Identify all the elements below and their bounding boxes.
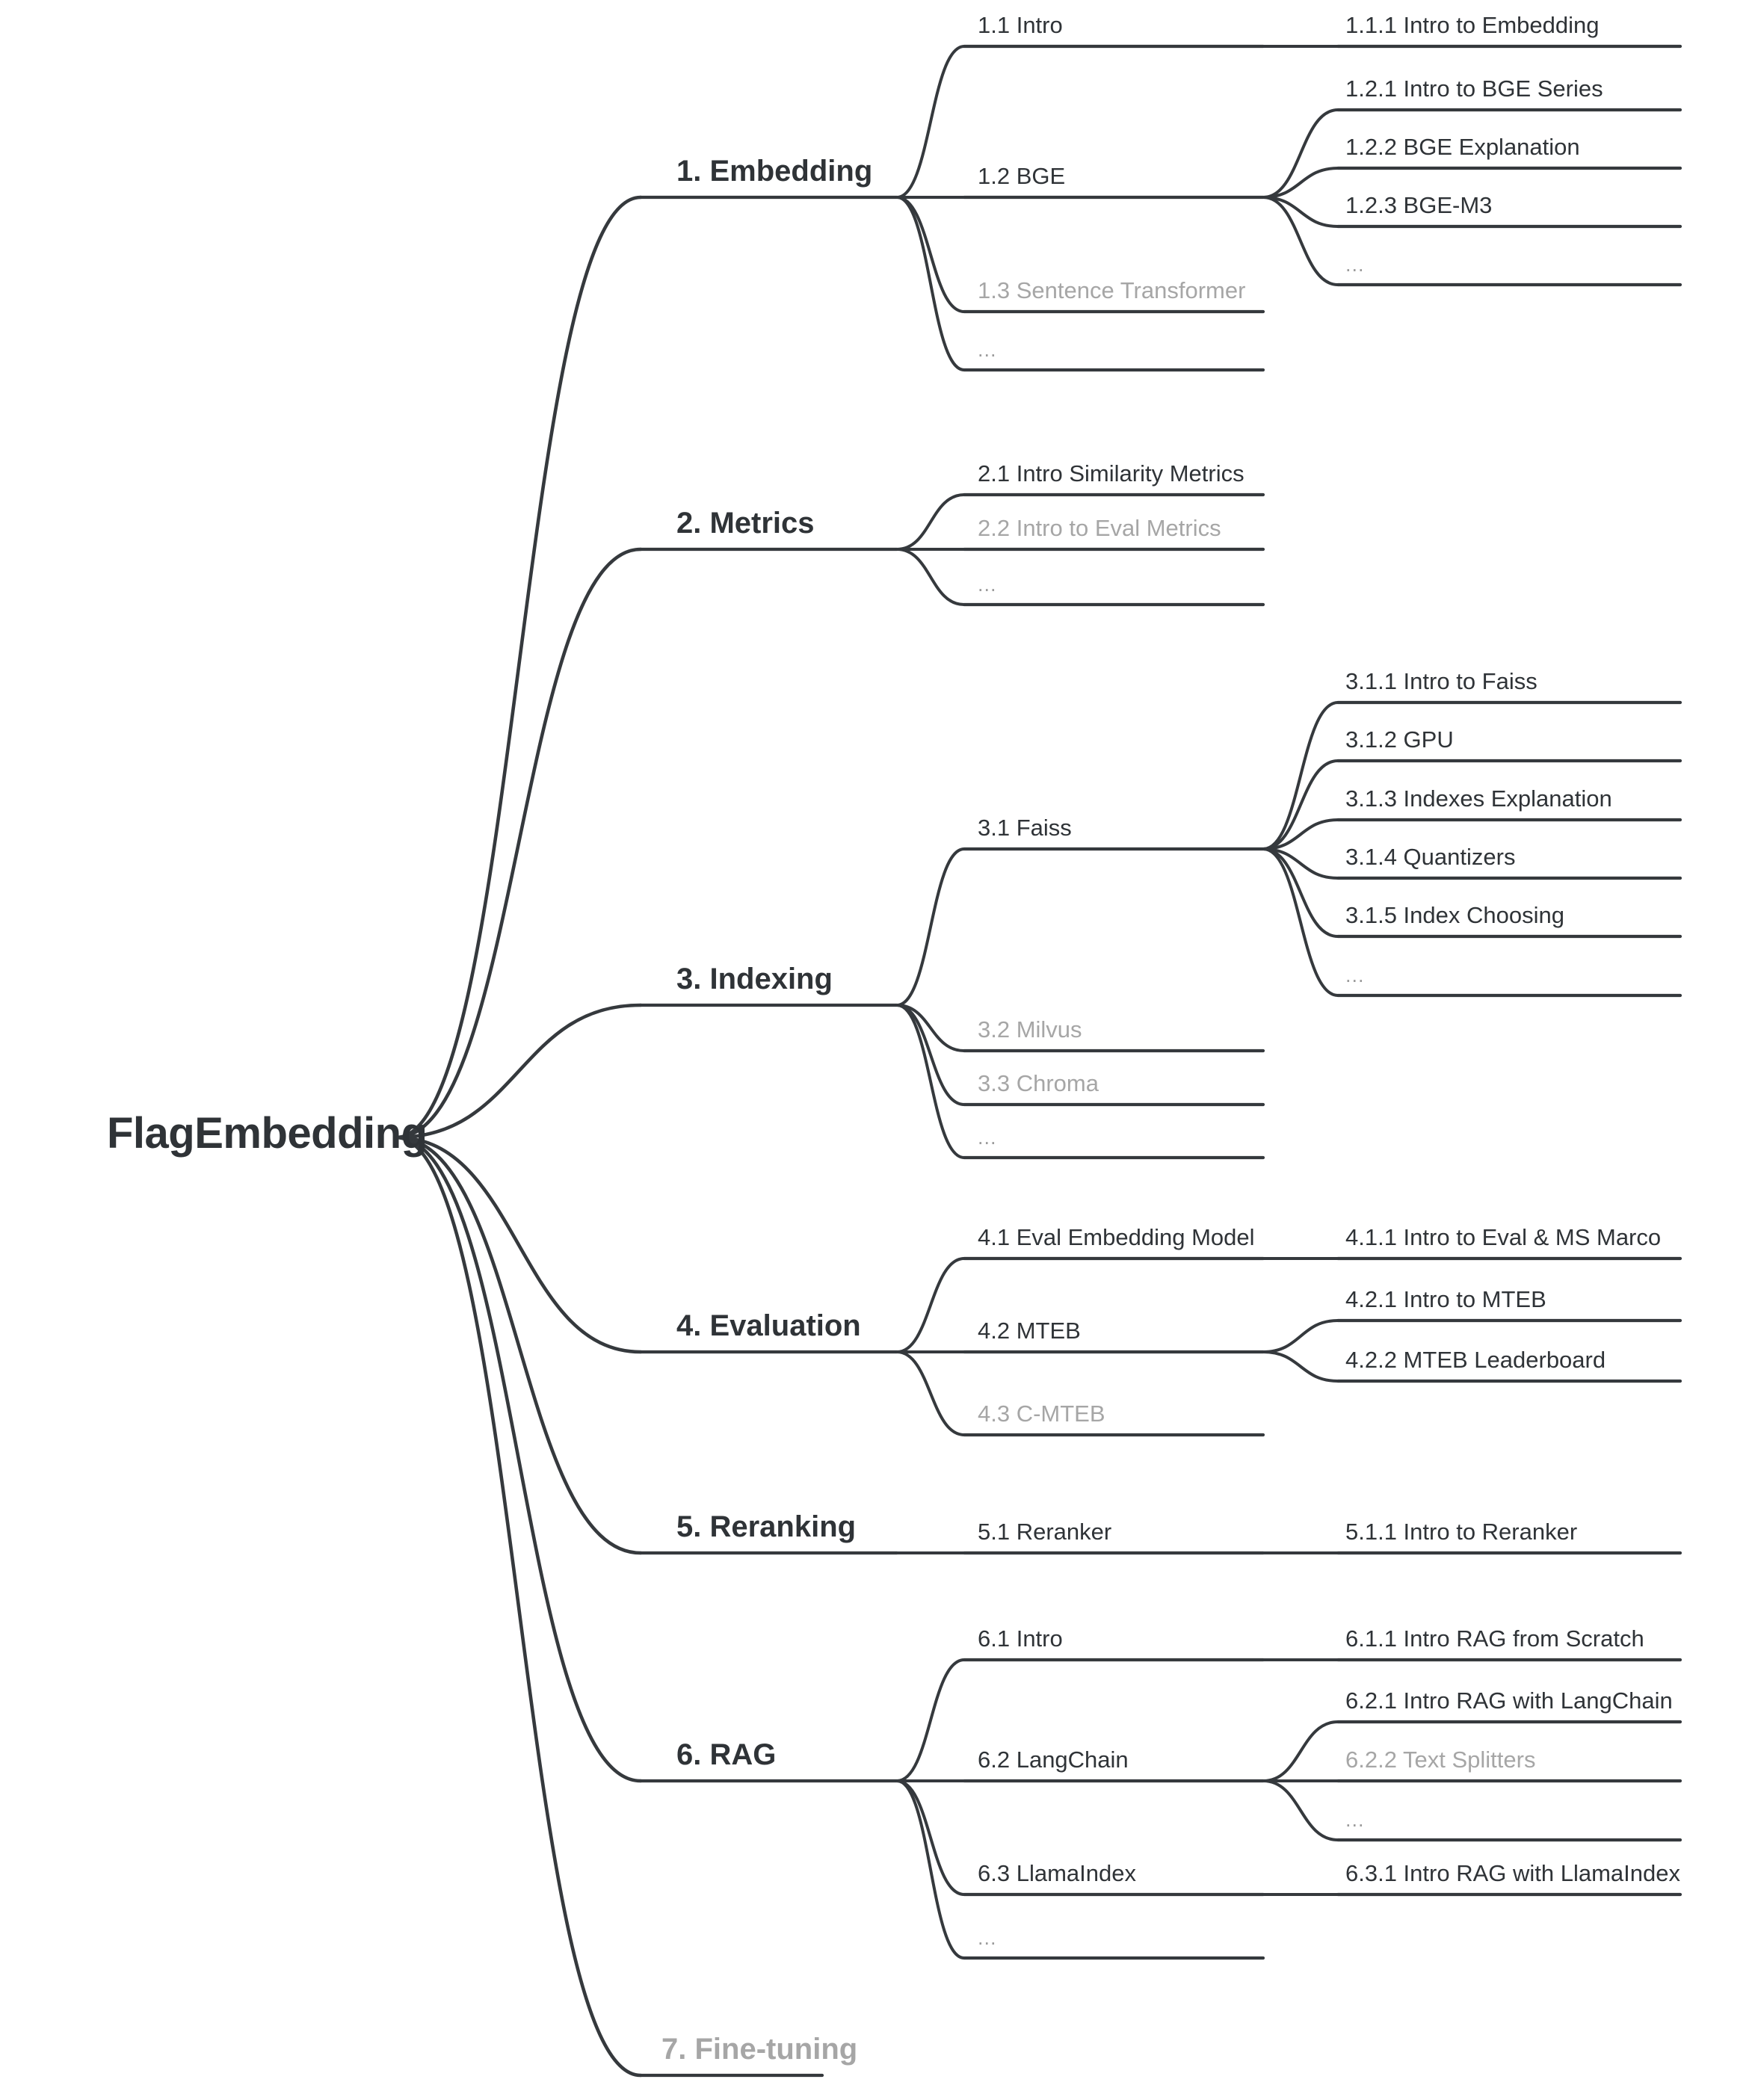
node-4-1-1-intro-to-eval-ms-marco[interactable]: 4.1.1 Intro to Eval & MS Marco [1345, 1224, 1662, 1250]
node-4-1-eval-embedding-model[interactable]: 4.1 Eval Embedding Model [978, 1224, 1255, 1250]
node-root-flagembedding[interactable]: FlagEmbedding [107, 1109, 428, 1158]
node-3-indexing[interactable]: 3. Indexing [676, 963, 833, 995]
node-1-embedding[interactable]: 1. Embedding [676, 155, 873, 188]
node-3-1-6-ellipsis[interactable]: ... [1345, 964, 1365, 986]
node-3-1-2-gpu[interactable]: 3.1.2 GPU [1345, 726, 1454, 753]
node-6-1-1-intro-rag-from-scratch[interactable]: 6.1.1 Intro RAG from Scratch [1345, 1625, 1644, 1652]
node-3-1-4-quantizers[interactable]: 3.1.4 Quantizers [1345, 844, 1516, 870]
node-4-evaluation[interactable]: 4. Evaluation [676, 1309, 861, 1342]
node-6-2-2-text-splitters[interactable]: 6.2.2 Text Splitters [1345, 1747, 1536, 1773]
node-1-2-2-bge-explanation[interactable]: 1.2.2 BGE Explanation [1345, 134, 1580, 160]
node-3-1-3-indexes-explanation[interactable]: 3.1.3 Indexes Explanation [1345, 785, 1612, 812]
node-1-3-sentence-transformer[interactable]: 1.3 Sentence Transformer [978, 277, 1246, 303]
node-6-2-langchain[interactable]: 6.2 LangChain [978, 1747, 1129, 1773]
node-1-1-1-intro-to-embedding[interactable]: 1.1.1 Intro to Embedding [1345, 12, 1600, 38]
node-1-1-intro[interactable]: 1.1 Intro [978, 12, 1063, 38]
node-5-1-1-intro-to-reranker[interactable]: 5.1.1 Intro to Reranker [1345, 1519, 1578, 1545]
node-6-2-1-intro-rag-with-langchain[interactable]: 6.2.1 Intro RAG with LangChain [1345, 1687, 1673, 1714]
node-1-2-3-bge-m3[interactable]: 1.2.3 BGE-M3 [1345, 192, 1493, 218]
node-1-4-ellipsis[interactable]: ... [978, 339, 997, 361]
node-1-2-bge[interactable]: 1.2 BGE [978, 163, 1066, 189]
node-5-1-reranker[interactable]: 5.1 Reranker [978, 1519, 1112, 1545]
node-3-3-chroma[interactable]: 3.3 Chroma [978, 1070, 1099, 1096]
node-4-2-2-mteb-leaderboard[interactable]: 4.2.2 MTEB Leaderboard [1345, 1347, 1606, 1373]
node-4-3-c-mteb[interactable]: 4.3 C-MTEB [978, 1400, 1105, 1427]
node-6-rag[interactable]: 6. RAG [676, 1738, 777, 1771]
node-3-1-faiss[interactable]: 3.1 Faiss [978, 815, 1072, 841]
node-3-1-1-intro-to-faiss[interactable]: 3.1.1 Intro to Faiss [1345, 668, 1537, 694]
node-3-2-milvus[interactable]: 3.2 Milvus [978, 1016, 1082, 1043]
node-7-fine-tuning[interactable]: 7. Fine-tuning [661, 2033, 858, 2066]
node-4-2-1-intro-to-mteb[interactable]: 4.2.1 Intro to MTEB [1345, 1286, 1546, 1312]
node-6-4-ellipsis[interactable]: ... [978, 1927, 997, 1949]
node-2-2-intro-to-eval-metrics[interactable]: 2.2 Intro to Eval Metrics [978, 515, 1221, 541]
node-2-1-intro-similarity-metrics[interactable]: 2.1 Intro Similarity Metrics [978, 460, 1244, 487]
node-6-3-llamaindex[interactable]: 6.3 LlamaIndex [978, 1860, 1136, 1886]
node-6-1-intro[interactable]: 6.1 Intro [978, 1625, 1063, 1652]
node-6-2-3-ellipsis[interactable]: ... [1345, 1809, 1365, 1831]
node-5-reranking[interactable]: 5. Reranking [676, 1510, 857, 1543]
node-2-metrics[interactable]: 2. Metrics [676, 507, 815, 540]
node-2-3-ellipsis[interactable]: ... [978, 573, 997, 596]
node-1-2-1-intro-to-bge-series[interactable]: 1.2.1 Intro to BGE Series [1345, 75, 1603, 102]
node-6-3-1-intro-rag-with-llamaindex[interactable]: 6.3.1 Intro RAG with LlamaIndex [1345, 1860, 1681, 1886]
node-1-2-4-ellipsis[interactable]: ... [1345, 253, 1365, 276]
node-4-2-mteb[interactable]: 4.2 MTEB [978, 1318, 1081, 1344]
node-3-1-5-index-choosing[interactable]: 3.1.5 Index Choosing [1345, 902, 1564, 928]
node-3-4-ellipsis[interactable]: ... [978, 1126, 997, 1149]
